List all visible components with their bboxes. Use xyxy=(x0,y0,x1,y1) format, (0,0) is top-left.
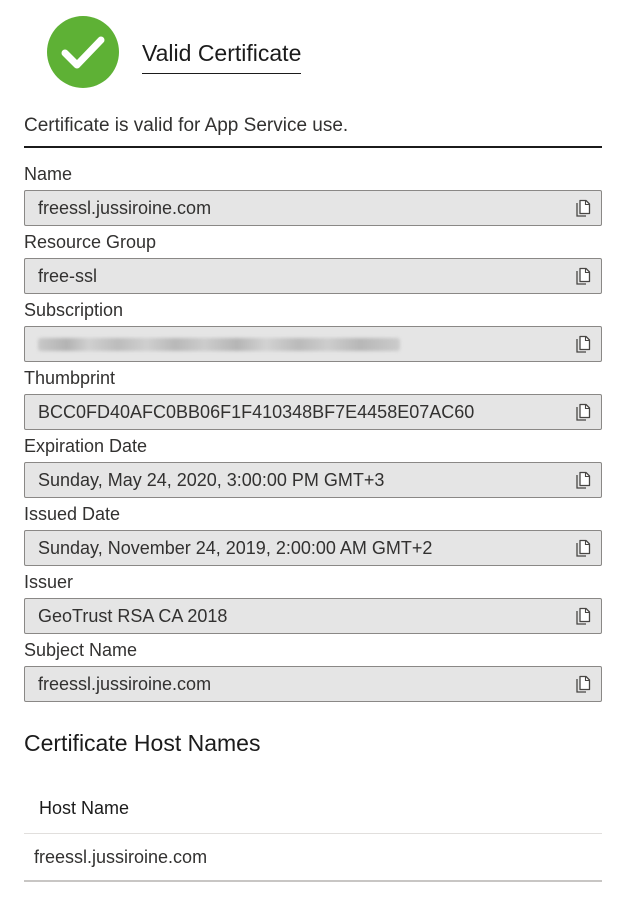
issuer-field[interactable] xyxy=(24,598,602,634)
certificate-fields xyxy=(24,161,602,705)
status-title: Valid Certificate xyxy=(142,40,301,74)
field-label: Name xyxy=(24,164,73,184)
field-issued-date xyxy=(24,501,602,569)
table-row[interactable] xyxy=(24,834,602,882)
subject-name-field[interactable] xyxy=(24,666,602,702)
field-label: Subscription xyxy=(24,300,124,320)
field-value: Sunday, May 24, 2020, 3:00:00 PM GMT+3 xyxy=(38,469,385,490)
checkmark-icon xyxy=(47,16,119,88)
copy-icon[interactable] xyxy=(574,539,592,558)
field-label: Thumbprint xyxy=(24,368,116,388)
name-field[interactable] xyxy=(24,190,602,226)
column-header-host-name: Host Name xyxy=(24,784,602,834)
resource-group-field[interactable] xyxy=(24,258,602,294)
host-names-title: Certificate Host Names xyxy=(24,730,261,756)
field-label: Subject Name xyxy=(24,640,138,660)
field-resource-group xyxy=(24,229,602,297)
field-label: Resource Group xyxy=(24,232,157,252)
subscription-field[interactable] xyxy=(24,326,602,362)
copy-icon[interactable] xyxy=(574,471,592,490)
field-label: Issued Date xyxy=(24,504,121,524)
issued-date-field[interactable] xyxy=(24,530,602,566)
field-subject-name xyxy=(24,637,602,705)
field-subscription xyxy=(24,297,602,365)
divider xyxy=(24,146,602,148)
field-expiration-date xyxy=(24,433,602,501)
field-value: GeoTrust RSA CA 2018 xyxy=(38,605,228,626)
field-label: Issuer xyxy=(24,572,74,592)
copy-icon[interactable] xyxy=(574,675,592,694)
expiration-date-field[interactable] xyxy=(24,462,602,498)
redacted-value xyxy=(38,338,400,351)
field-value: freessl.jussiroine.com xyxy=(38,673,212,694)
field-value: BCC0FD40AFC0BB06F1F410348BF7E4458E07AC60 xyxy=(38,401,475,422)
field-thumbprint xyxy=(24,365,602,433)
copy-icon[interactable] xyxy=(574,607,592,626)
field-label: Expiration Date xyxy=(24,436,148,456)
copy-icon[interactable] xyxy=(574,403,592,422)
field-issuer xyxy=(24,569,602,637)
table-cell: freessl.jussiroine.com xyxy=(34,846,208,867)
host-names-table xyxy=(24,784,602,882)
field-value: free-ssl xyxy=(38,265,98,286)
field-value: freessl.jussiroine.com xyxy=(38,197,212,218)
copy-icon[interactable] xyxy=(574,267,592,286)
field-value: Sunday, November 24, 2019, 2:00:00 AM GMT+2 xyxy=(38,537,433,558)
thumbprint-field[interactable] xyxy=(24,394,602,430)
copy-icon[interactable] xyxy=(574,335,592,354)
validity-message: Certificate is valid for App Service use. xyxy=(24,115,349,136)
field-name xyxy=(24,161,602,229)
certificate-status-header xyxy=(47,16,302,88)
copy-icon[interactable] xyxy=(574,199,592,218)
